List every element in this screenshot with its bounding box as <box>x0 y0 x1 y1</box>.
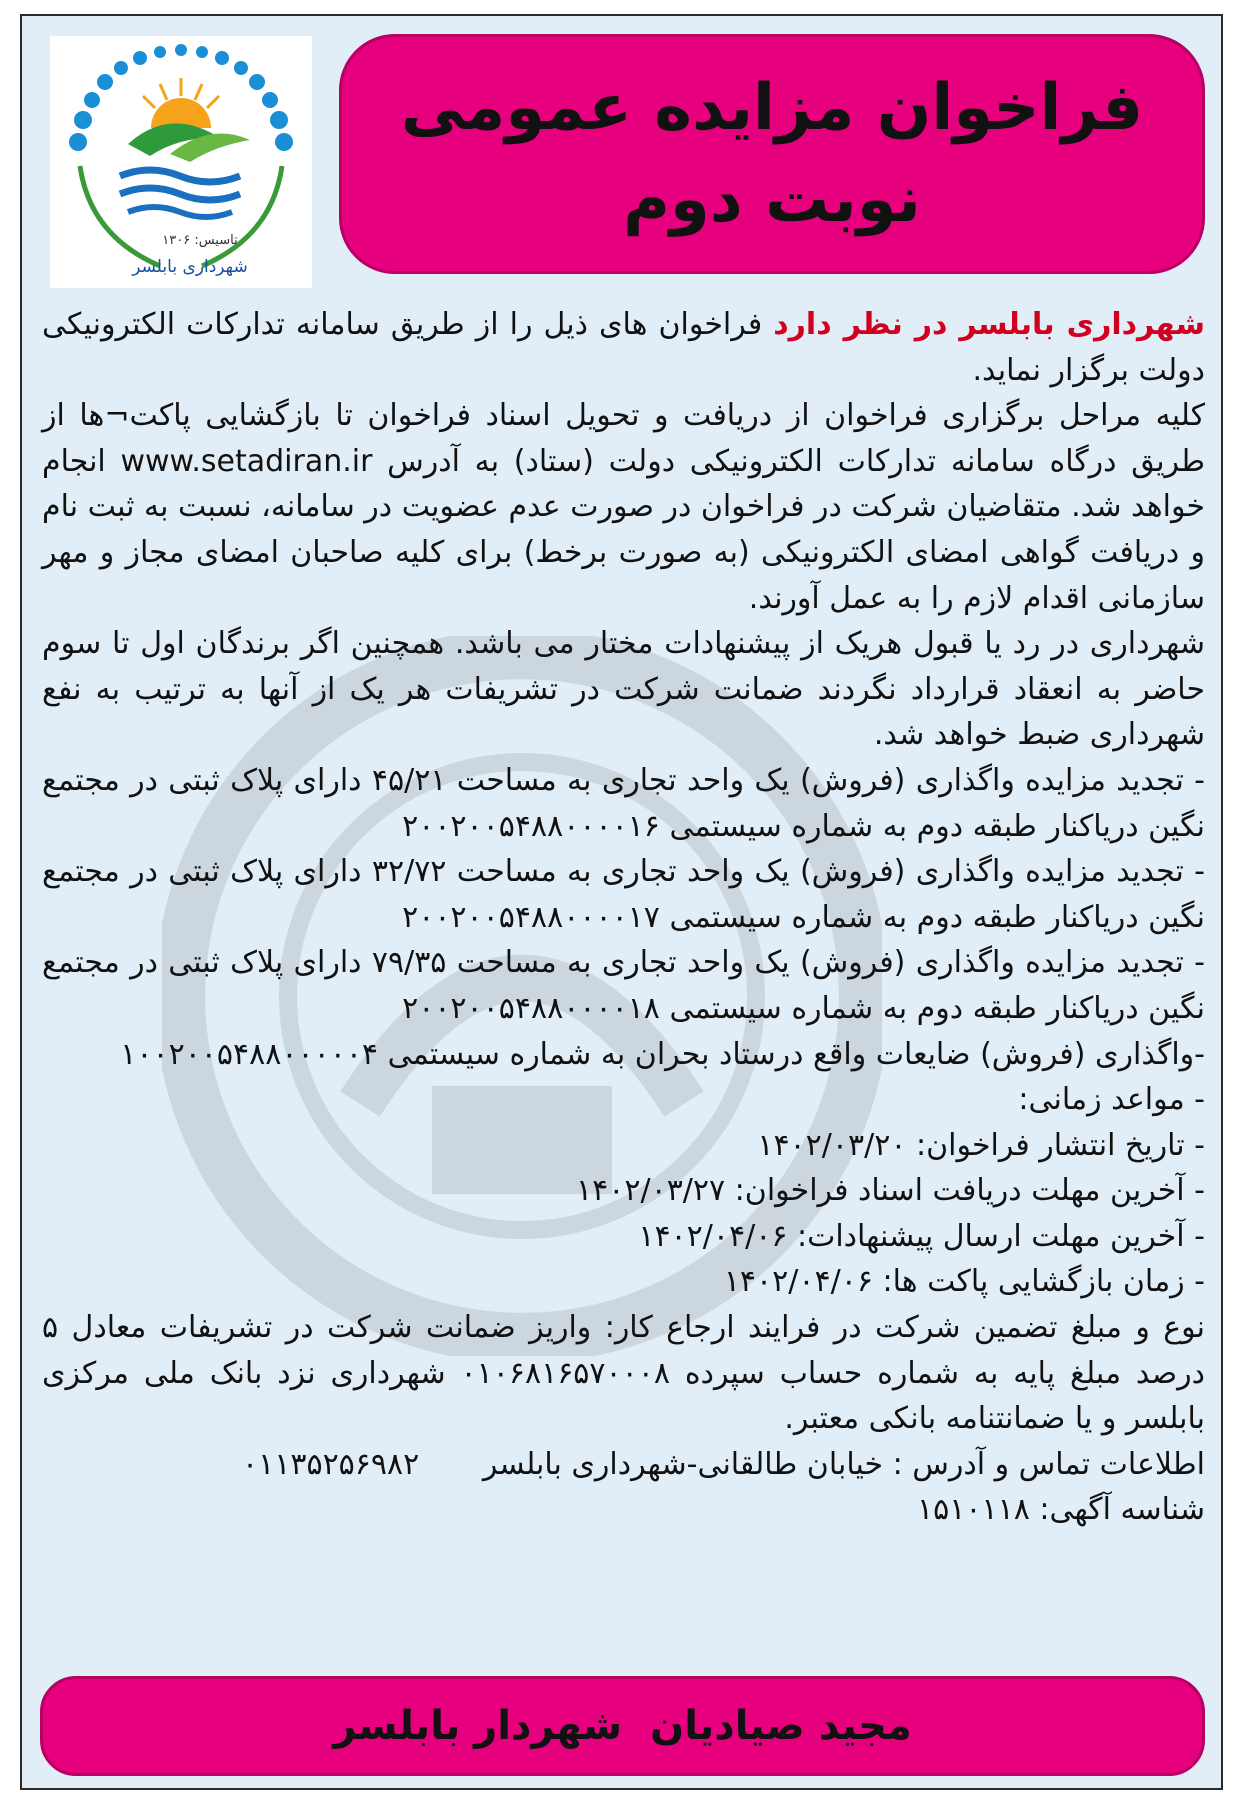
intro-paragraph <box>42 302 1205 393</box>
signatory-role: شهردار بابلسر <box>333 1703 623 1749</box>
logo-name: شهرداری بابلسر <box>132 257 248 277</box>
list-item: - تجدید مزایده واگذاری (فروش) یک واحد تجاری به مساحت ۴۵/۲۱ دارای پلاک ثبتی در مجتمع نگین دریاکنار طبقه دوم به شماره سیستمی ۲۰۰۲۰۰۵۴۸۸۰۰۰۰۱۶ <box>42 762 1205 844</box>
announcement-body <box>42 302 1205 1533</box>
guarantee-paragraph: نوع و مبلغ تضمین شرکت در فرایند ارجاع کار: واریز ضمانت شرکت در تشریفات معادل ۵ درصد مبلغ پایه به شماره حساب سپرده ۰۱۰۶۸۱۶۵۷۰۰۰۸ شهرداری نزد بانک ملی مرکزی بابلسر و یا ضمانتنامه بانکی معتبر. <box>42 1310 1205 1437</box>
list-item: - تجدید مزایده واگذاری (فروش) یک واحد تجاری به مساحت ۷۹/۳۵ دارای پلاک ثبتی در مجتمع نگین دریاکنار طبقه دوم به شماره سیستمی ۲۰۰۲۰۰۵۴۸۸۰۰۰۰۱۸ <box>42 945 1205 1026</box>
rules-paragraph: شهرداری در رد یا قبول هریک از پیشنهادات مختار می باشد. همچنین اگر برندگان اول تا سوم حاضر به انعقاد قرارداد نگردند ضمانت شرکت در تشریفات هر یک از آنها به ترتیب به نفع شهرداری ضبط خواهد شد. <box>42 626 1205 753</box>
date-item: - تاریخ انتشار فراخوان: ۱۴۰۲/۰۳/۲۰ <box>757 1127 1205 1163</box>
ad-id: شناسه آگهی: ۱۵۱۰۱۱۸ <box>917 1492 1205 1528</box>
page-subtitle: نوبت دوم <box>623 163 921 237</box>
date-item: - زمان بازگشایی پاکت ها: ۱۴۰۲/۰۴/۰۶ <box>723 1264 1205 1300</box>
municipality-logo <box>50 36 312 288</box>
date-item: - آخرین مهلت ارسال پیشنهادات: ۱۴۰۲/۰۴/۰۶ <box>638 1218 1205 1254</box>
contact-address: اطلاعات تماس و آدرس : خیابان طالقانی-شهرداری بابلسر <box>482 1446 1205 1482</box>
process-paragraph: کلیه مراحل برگزاری فراخوان از دریافت و تحویل اسناد فراخوان تا بازگشایی پاکت¬ها از طریق درگاه سامانه تدارکات الکترونیکی دولت (ستاد) به آدرس www.setadiran.ir انجام خواهد شد. متقاضیان شرکت در فراخوان در صورت عدم عضویت در سامانه، نسبت به ثبت نام و دریافت گواهی امضای الکترونیکی (به صورت برخط) برای کلیه صاحبان امضای مجاز و مهر سازمانی اقدام لازم را به عمل آورند. <box>42 398 1205 616</box>
dates-title: - مواعد زمانی: <box>1018 1082 1205 1118</box>
contact-phone: ۰۱۱۳۵۲۵۶۹۸۲ <box>242 1446 420 1482</box>
logo-founded: تاسیس: ۱۳۰۶ <box>162 233 238 248</box>
intro-rest: فراخوان های ذیل را از طریق سامانه تدارکات الکترونیکی دولت برگزار نماید. <box>42 307 1205 388</box>
date-item: - آخرین مهلت دریافت اسناد فراخوان: ۱۴۰۲/۰۳/۲۷ <box>576 1173 1205 1209</box>
intro-highlight: شهرداری بابلسر در نظر دارد <box>773 307 1205 342</box>
contact-row <box>42 1442 1205 1488</box>
list-item: -واگذاری (فروش) ضایعات واقع درستاد بحران به شماره سیستمی ۱۰۰۲۰۰۵۴۸۸۰۰۰۰۰۴ <box>120 1036 1205 1072</box>
announcement-frame <box>20 14 1223 1790</box>
title-banner <box>339 34 1205 274</box>
list-item: - تجدید مزایده واگذاری (فروش) یک واحد تجاری به مساحت ۳۲/۷۲ دارای پلاک ثبتی در مجتمع نگین دریاکنار طبقه دوم به شماره سیستمی ۲۰۰۲۰۰۵۴۸۸۰۰۰۰۱۷ <box>42 854 1205 935</box>
footer-banner <box>40 1676 1205 1776</box>
signatory-name: مجید صیادیان <box>650 1703 912 1749</box>
babolsar-municipality-logo-icon <box>50 36 312 288</box>
page-title: فراخوان مزایده عمومی <box>400 71 1144 145</box>
